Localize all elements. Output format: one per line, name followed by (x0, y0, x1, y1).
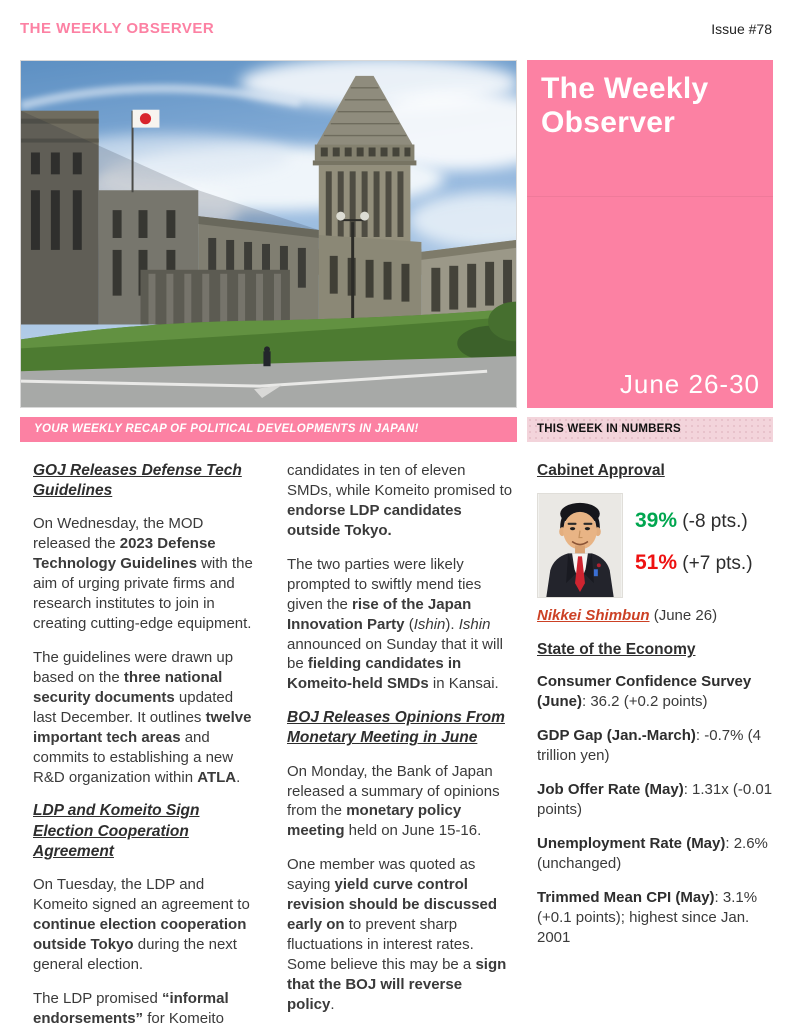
article-paragraph: The two parties were likely prompted to swiftly mend ties given the rise of the Japan Innovation Party (Ishin). Ishin announced on Sunday that it will be fielding candidates in Komeito-held SMDs in Kansai. (287, 555, 503, 693)
article-heading-election: LDP and Komeito Sign Election Cooperation Agreement (33, 802, 200, 860)
hero-panel (527, 60, 773, 408)
issue-number: Issue #78 (711, 21, 772, 37)
issue-date-range: June 26-30 (619, 369, 760, 399)
stat-job-offer-rate: Job Offer Rate (May): 1.31x (-0.01 points) (537, 780, 773, 818)
source-date: (June 26) (649, 607, 718, 625)
nikkei-shimbun-link[interactable]: Nikkei Shimbun (537, 607, 650, 625)
disapproval-rate (635, 549, 753, 577)
article-heading-boj: BOJ Releases Opinions From Monetary Meeting in June (287, 709, 505, 747)
article-paragraph: One member was quoted as saying yield curve control revision should be discussed early on to prevent sharp fluctuations in interest rates. Some believe this may be a sign that the BOJ will reverse policy. (287, 856, 507, 1013)
kishida-portrait-illustration (538, 494, 622, 597)
article-paragraph: On Monday, the Bank of Japan released a summary of opinions from the monetary policy meeting held on June 15-16. (287, 762, 500, 840)
cabinet-approval-heading: Cabinet Approval (537, 462, 665, 479)
diet-building-illustration (21, 61, 516, 407)
stat-gdp-gap: GDP Gap (Jan.-March): -0.7% (4 trillion yen) (537, 727, 761, 765)
approval-change: (-8 pts.) (677, 511, 748, 533)
approval-percent: 39% (635, 509, 678, 533)
article-paragraph: On Tuesday, the LDP and Komeito signed an agreement to continue election cooperation outside Tokyo during the next general election. (33, 875, 250, 973)
stat-unemployment: Unemployment Rate (May): 2.6% (unchanged) (537, 834, 768, 872)
stat-trimmed-cpi: Trimmed Mean CPI (May): 3.1% (+0.1 points); highest since Jan. 2001 (537, 888, 758, 946)
stat-consumer-confidence: Consumer Confidence Survey (June): 36.2 (+0.2 points) (537, 673, 752, 711)
article-heading-defense: GOJ Releases Defense Tech Guidelines (33, 462, 242, 500)
approval-rates (635, 500, 753, 591)
person-figure (263, 346, 270, 366)
numbers-column (537, 461, 775, 962)
approval-rate (635, 507, 753, 535)
article-paragraph: On Wednesday, the MOD released the 2023 Defense Technology Guidelines with the aim of urging private firms and research institutes to join in creating cutting-edge equipment. (33, 515, 253, 632)
disapproval-percent: 51% (635, 551, 678, 575)
newsletter-title: The Weekly Observer (541, 72, 709, 139)
article-column-1 (33, 461, 259, 1024)
article-paragraph: The LDP promised “informal endorsements” for Komeito (33, 989, 229, 1024)
numbers-banner: THIS WEEK IN NUMBERS (527, 417, 773, 442)
article-paragraph: candidates in ten of eleven SMDs, while Komeito promised to endorse LDP candidates outside Tokyo. (287, 462, 513, 539)
masthead-title: THE WEEKLY OBSERVER (20, 20, 215, 37)
tagline-banner: YOUR WEEKLY RECAP OF POLITICAL DEVELOPMENTS IN JAPAN! (20, 417, 517, 442)
disapproval-change: (+7 pts.) (677, 553, 753, 575)
article-paragraph: The guidelines were drawn up based on the three national security documents updated last December. It outlines twelve important tech areas and commits to establishing a new R&D organization within ATLA. (33, 648, 252, 786)
kishida-portrait (537, 493, 623, 598)
hero-divider (527, 196, 773, 197)
source-line (537, 606, 775, 626)
article-column-2 (287, 461, 513, 1024)
diet-building-photo (20, 60, 517, 408)
approval-row (537, 493, 775, 598)
economy-heading: State of the Economy (537, 641, 696, 659)
